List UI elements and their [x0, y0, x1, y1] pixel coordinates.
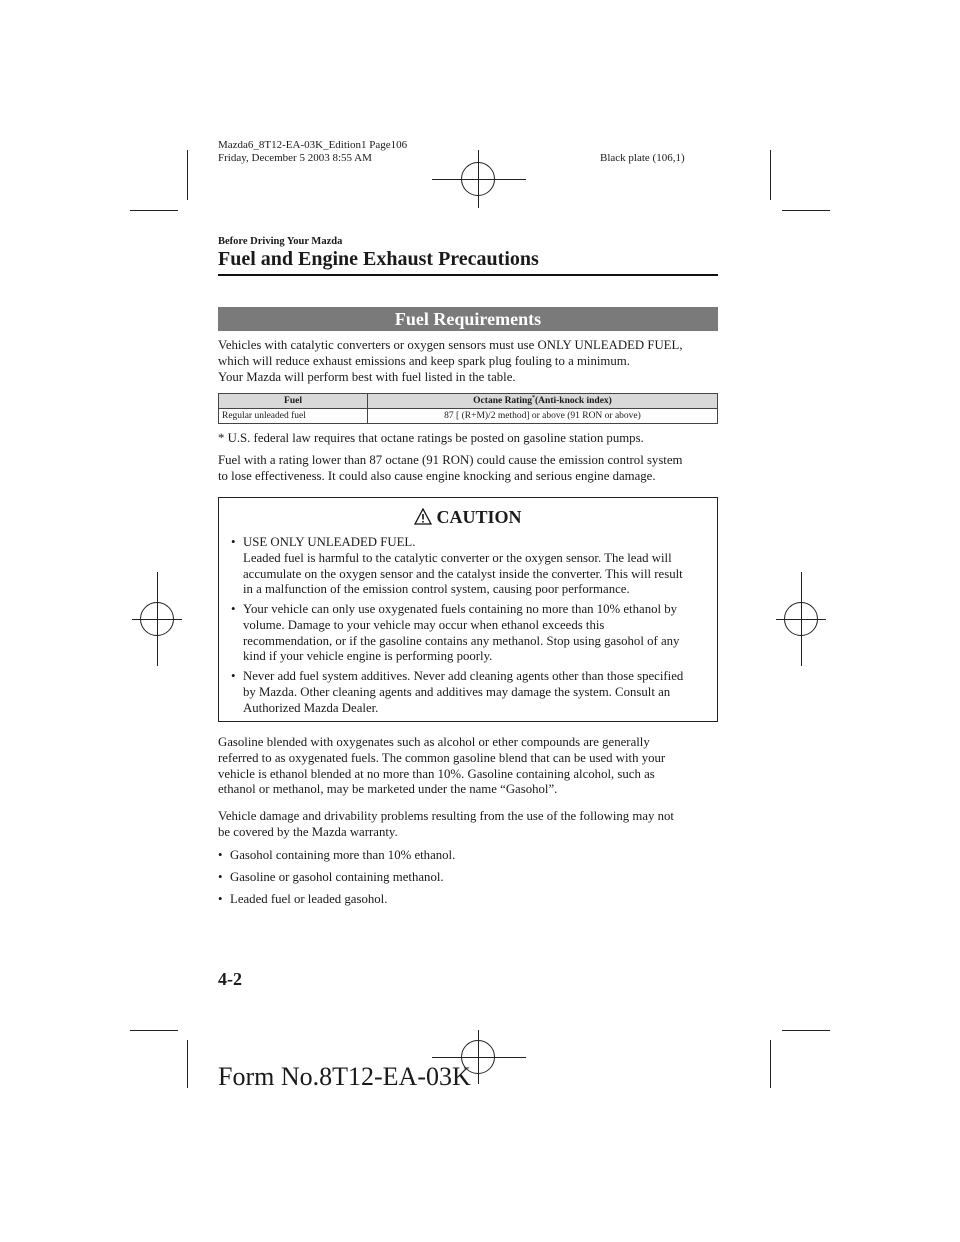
octane-footnote-mark: *: [532, 395, 536, 402]
list-item-text: Gasohol containing more than 10% ethanol.: [230, 848, 456, 862]
bullet-icon: •: [231, 669, 236, 683]
title-rule: [218, 274, 718, 276]
caution-line: by Mazda. Other cleaning agents and additives may damage the system. Consult an: [243, 684, 671, 699]
bullet-icon: •: [218, 870, 223, 884]
form-number: Form No.8T12-EA-03K: [218, 1062, 471, 1091]
caution-heading-text: CAUTION: [436, 507, 522, 527]
page-number: 4-2: [218, 969, 242, 989]
caution-line: kind if your vehicle engine is performing poorly.: [243, 649, 493, 664]
caution-item: [231, 602, 713, 665]
caution-line: USE ONLY UNLEADED FUEL.: [243, 535, 416, 549]
low-rating-line: Fuel with a rating lower than 87 octane (91 RON) could cause the emission control system: [218, 453, 683, 467]
table-row: [219, 409, 718, 424]
caution-line: volume. Damage to your vehicle may occur when ethanol exceeds this: [243, 617, 605, 632]
caution-line: recommendation, or if the gasoline contains any methanol. Stop using gasohol of any: [243, 633, 680, 648]
print-header-date: Friday, December 5 2003 8:55 AM: [218, 152, 372, 164]
gasohol-line: Gasoline blended with oxygenates such as alcohol or ether compounds are generally: [218, 735, 650, 749]
caution-box: [218, 497, 718, 722]
gasohol-line: ethanol or methanol, may be marketed under the name “Gasohol”.: [218, 782, 558, 797]
octane-label: Octane Rating: [473, 396, 533, 407]
intro-line: which will reduce exhaust emissions and keep spark plug fouling to a minimum.: [218, 353, 630, 368]
list-item: [218, 870, 444, 886]
column-header-fuel: Fuel: [219, 394, 368, 409]
gasohol-paragraph: [218, 735, 718, 798]
warning-triangle-icon: [414, 508, 432, 525]
caution-line: Authorized Mazda Dealer.: [243, 700, 379, 715]
caution-line: Your vehicle can only use oxygenated fuels containing no more than 10% ethanol by: [243, 602, 678, 616]
intro-line: Your Mazda will perform best with fuel listed in the table.: [218, 369, 516, 384]
bullet-icon: •: [231, 535, 236, 549]
list-item-text: Leaded fuel or leaded gasohol.: [230, 892, 388, 906]
caution-line: in a malfunction of the emission control system, causing poor performance.: [243, 582, 630, 597]
warranty-paragraph: [218, 809, 718, 841]
octane-cell: 87 [ (R+M)/2 method] or above (91 RON or above): [368, 409, 718, 424]
low-rating-paragraph: [218, 453, 718, 485]
black-plate-label: Black plate (106,1): [600, 152, 685, 164]
bullet-icon: •: [231, 602, 236, 616]
caution-line: Leaded fuel is harmful to the catalytic converter or the oxygen sensor. The lead will: [243, 550, 672, 565]
intro-paragraph: [218, 338, 718, 385]
table-header-row: [219, 394, 718, 409]
caution-heading: [219, 507, 717, 528]
gasohol-line: referred to as oxygenated fuels. The common gasoline blend that can be used with your: [218, 750, 666, 765]
intro-line: Vehicles with catalytic converters or oxygen sensors must use ONLY UNLEADED FUEL,: [218, 338, 683, 352]
low-rating-line: to lose effectiveness. It could also cause engine knocking and serious engine damage.: [218, 468, 656, 483]
column-header-octane: [368, 394, 718, 409]
warranty-line: be covered by the Mazda warranty.: [218, 824, 398, 839]
fuel-cell: Regular unleaded fuel: [219, 409, 368, 424]
section-label: Before Driving Your Mazda: [218, 236, 343, 247]
gasohol-line: vehicle is ethanol blended at no more than 10%. Gasoline containing alcohol, such as: [218, 766, 655, 781]
caution-item: [231, 535, 713, 598]
caution-line: accumulate on the oxygen sensor and the catalyst inside the converter. This will result: [243, 566, 683, 581]
list-item: [218, 892, 387, 908]
print-header-file: Mazda6_8T12-EA-03K_Edition1 Page106: [218, 139, 408, 151]
caution-line: Never add fuel system additives. Never add cleaning agents other than those specified: [243, 669, 684, 683]
list-item-text: Gasoline or gasohol containing methanol.: [230, 870, 444, 884]
print-header: [218, 139, 407, 165]
octane-label-suffix: (Anti-knock index): [535, 396, 612, 407]
footnote: * U.S. federal law requires that octane ratings be posted on gasoline station pumps.: [218, 431, 644, 445]
list-item: [218, 848, 455, 864]
bullet-icon: •: [218, 892, 223, 906]
warranty-line: Vehicle damage and drivability problems resulting from the use of the following may not: [218, 809, 674, 823]
page-title: Fuel and Engine Exhaust Precautions: [218, 248, 539, 270]
fuel-table: [218, 393, 718, 424]
bullet-icon: •: [218, 848, 223, 862]
fuel-requirements-heading: Fuel Requirements: [218, 307, 718, 331]
caution-item: [231, 669, 713, 716]
